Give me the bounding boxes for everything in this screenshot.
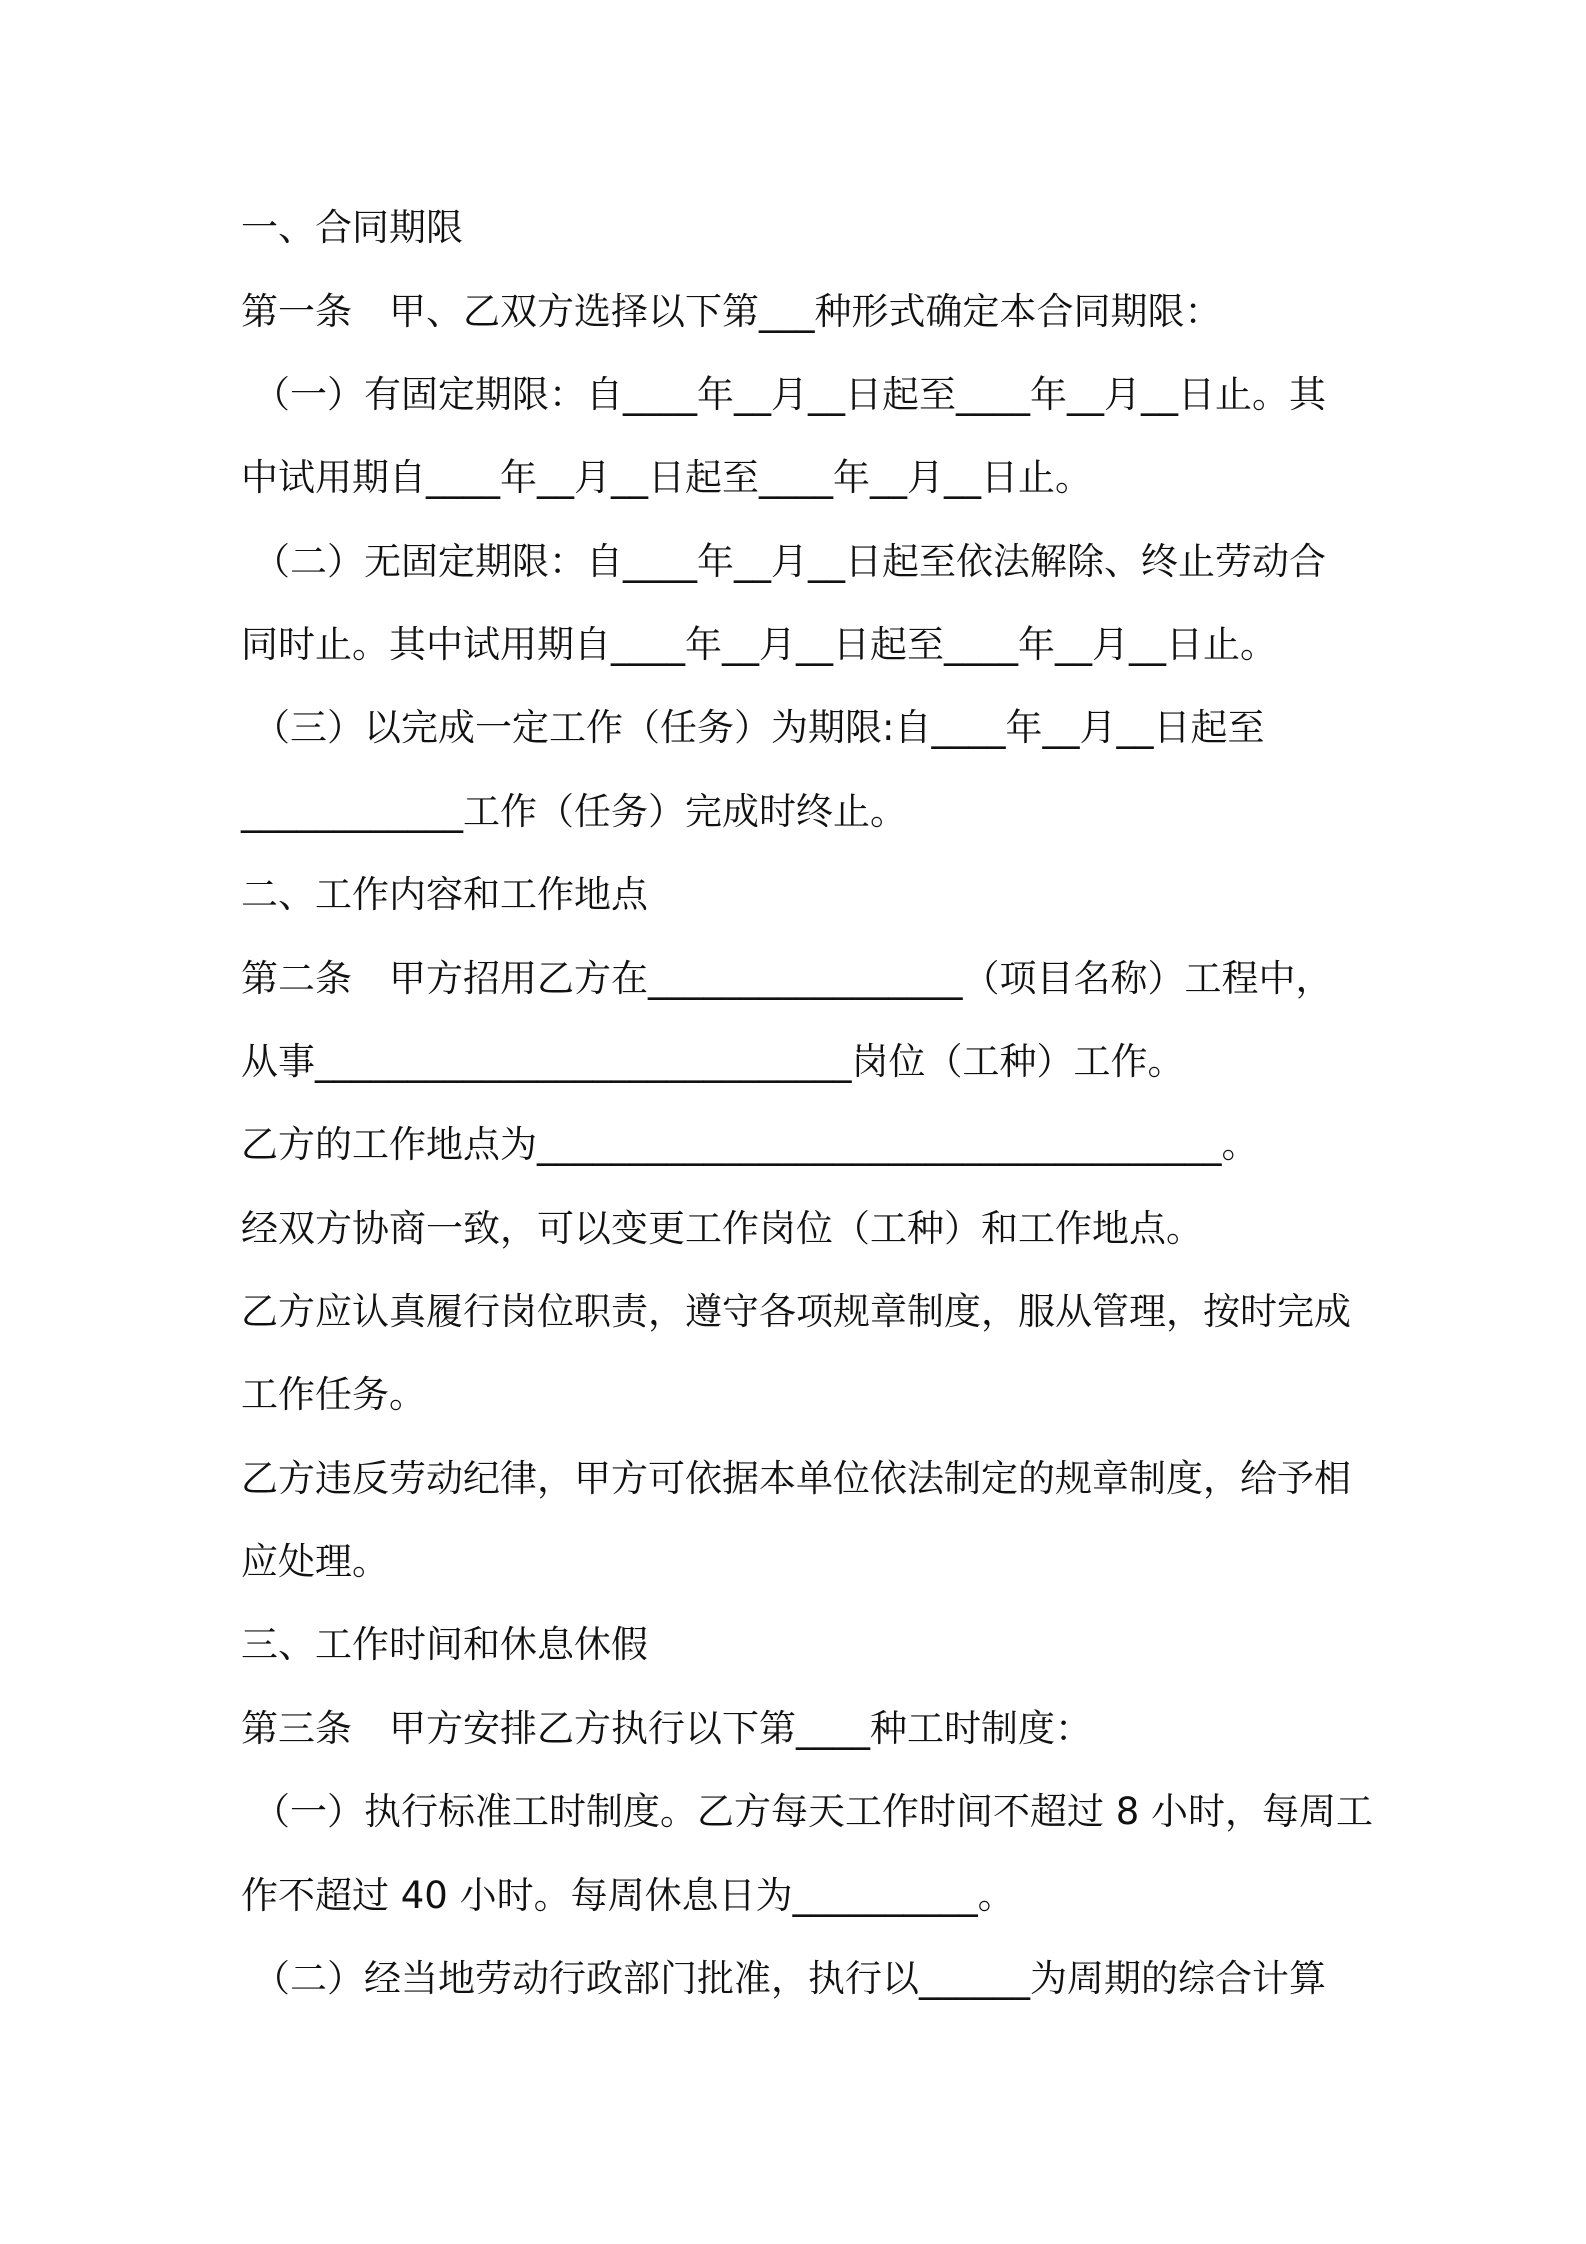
article-1-item-2-cont: 同时止。其中试用期自____年__月__日起至____年__月__日止。 bbox=[241, 623, 1277, 666]
article-1-item-2: （二）无固定期限：自____年__月__日起至依法解除、终止劳动合 bbox=[253, 540, 1326, 583]
article-2: 第二条 甲方招用乙方在_________________（项目名称）工程中， bbox=[241, 957, 1333, 1000]
article-3-item-1: （一）执行标准工时制度。乙方每天工作时间不超过 8 小时，每周工 bbox=[253, 1790, 1374, 1833]
article-1: 第一条 甲、乙双方选择以下第___种形式确定本合同期限： bbox=[241, 290, 1222, 333]
article-3: 第三条 甲方安排乙方执行以下第____种工时制度： bbox=[241, 1707, 1092, 1750]
article-2-cont: 从事_____________________________岗位（工种）工作。 bbox=[241, 1040, 1185, 1083]
duty-clause-cont: 工作任务。 bbox=[241, 1373, 426, 1416]
article-1-item-1: （一）有固定期限：自____年__月__日起至____年__月__日止。其 bbox=[253, 373, 1326, 416]
article-1-item-1-cont: 中试用期自____年__月__日起至____年__月__日止。 bbox=[241, 456, 1092, 499]
section-heading-1: 一、合同期限 bbox=[241, 206, 463, 249]
article-3-item-1-cont: 作不超过 40 小时。每周休息日为__________。 bbox=[241, 1874, 1015, 1917]
article-1-item-3: （三）以完成一定工作（任务）为期限:自____年__月__日起至 bbox=[253, 706, 1265, 749]
discipline-clause-cont: 应处理。 bbox=[241, 1540, 389, 1583]
article-1-item-3-cont: ____________工作（任务）完成时终止。 bbox=[241, 790, 907, 833]
work-location: 乙方的工作地点为_____________________________________。 bbox=[241, 1123, 1259, 1166]
section-heading-3: 三、工作时间和休息休假 bbox=[241, 1623, 648, 1666]
discipline-clause: 乙方违反劳动纪律，甲方可依据本单位依法制定的规章制度，给予相 bbox=[241, 1457, 1351, 1500]
change-clause: 经双方协商一致，可以变更工作岗位（工种）和工作地点。 bbox=[241, 1207, 1203, 1250]
duty-clause: 乙方应认真履行岗位职责，遵守各项规章制度，服从管理，按时完成 bbox=[241, 1290, 1351, 1333]
article-3-item-2: （二）经当地劳动行政部门批准，执行以______为周期的综合计算 bbox=[253, 1957, 1326, 2000]
section-heading-2: 二、工作内容和工作地点 bbox=[241, 873, 648, 916]
